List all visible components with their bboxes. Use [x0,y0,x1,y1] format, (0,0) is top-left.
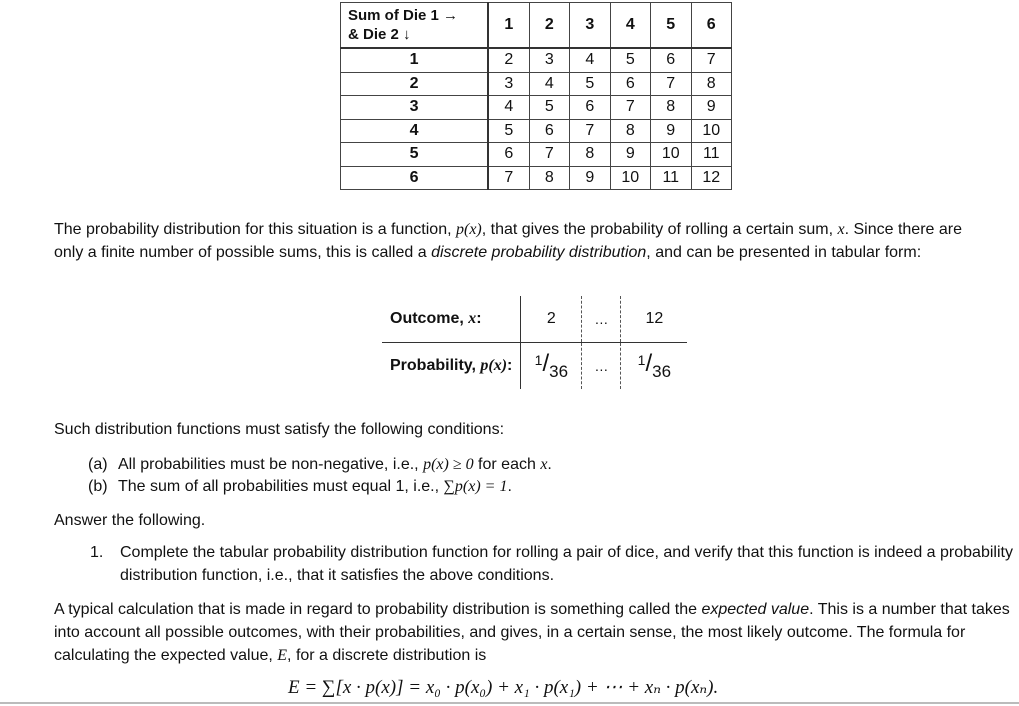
question-number: 1. [90,544,104,561]
probability-last: $^1/_{36}$ [637,350,672,381]
table-cell: 6 [610,72,650,96]
probability-ellipsis: … [582,343,621,390]
probability-first: $^1/_{36}$ [521,343,582,390]
column-header: 3 [570,3,610,49]
table-cell: 4 [570,48,610,72]
table-cell: 8 [691,72,732,96]
table-cell: 4 [529,72,569,96]
probability-label: Probability, p(x): [390,357,513,374]
row-label: 3 [341,96,489,120]
table-cell: 9 [570,166,610,190]
corner-line-1: Sum of Die 1 → [348,6,459,24]
table-cell: 10 [610,166,650,190]
table-cell: 5 [529,96,569,120]
probability-row [382,343,687,390]
table-cell: 5 [610,48,650,72]
row-label: 1 [341,48,489,72]
table-cell: 9 [610,143,650,167]
outcome-last: 12 [621,296,688,343]
table-cell: 2 [488,48,529,72]
column-header: 6 [691,3,732,49]
answer-heading: Answer the following. [54,512,206,529]
expected-value-paragraph: A typical calculation that is made in regard to probability distribution is something called the expected value. This is a number that takes into account all possible outcomes, with their probabilities, and gives, in a certain sense, the most likely outcome. The formula for calculating the expected value, E, for a discrete distribution is [54,601,1010,664]
dice-sum-table [340,2,732,190]
table-cell: 9 [691,96,732,120]
outcome-row [382,296,687,343]
table-cell: 7 [691,48,732,72]
conditions-lead: Such distribution functions must satisfy the following conditions: [54,421,505,438]
question-1 [90,541,1018,587]
table-cell: 3 [488,72,529,96]
table-cell: 6 [529,119,569,143]
column-header: 5 [651,3,691,49]
outcome-first: 2 [521,296,582,343]
outcome-ellipsis: … [582,296,621,343]
corner-line-2: & Die 2 ↓ [348,26,411,43]
table-cell: 8 [610,119,650,143]
expected-value-formula: E = ∑[x · p(x)] = x₀ · p(x₀) + x₁ · p(x₁) + ⋯ + xₙ · p(xₙ). [288,677,719,698]
table-row [341,143,732,167]
table-cell: 7 [570,119,610,143]
table-cell: 7 [651,72,691,96]
table-row [341,48,732,72]
row-label: 5 [341,143,489,167]
bottom-divider [0,702,1019,704]
table-cell: 3 [529,48,569,72]
table-cell: 11 [651,166,691,190]
column-header: 2 [529,3,569,49]
emphasis-term: expected value [701,601,810,618]
table-cell: 7 [529,143,569,167]
row-label: 4 [341,119,489,143]
row-label: 2 [341,72,489,96]
table-cell: 6 [651,48,691,72]
table-cell: 6 [488,143,529,167]
emphasis-term: discrete probability distribution [431,244,647,261]
intro-paragraph: The probability distribution for this situation is a function, p(x), that gives the probability of rolling a certain sum, x. Since there are only a finite number of possible sums, this is called a discrete probability distribution, and can be presented in tabular form: [54,221,962,261]
table-row [341,72,732,96]
table-cell: 9 [651,119,691,143]
condition-a: (a) All probabilities must be non-negative, i.e., p(x) ≥ 0 for each x. [88,456,552,473]
table-cell: 8 [529,166,569,190]
table-row [341,119,732,143]
table-cell: 12 [691,166,732,190]
table-cell: 5 [488,119,529,143]
table-row [341,166,732,190]
table-cell: 6 [570,96,610,120]
table-corner-header [341,3,489,49]
table-cell: 11 [691,143,732,167]
table-cell: 8 [570,143,610,167]
table-cell: 7 [610,96,650,120]
table-cell: 10 [691,119,732,143]
table-cell: 5 [570,72,610,96]
column-header: 1 [488,3,529,49]
distribution-table [382,296,687,389]
question-text: Complete the tabular probability distribution function for rolling a pair of dice, and verify that this function is indeed a probability distribution function, i.e., that it satisfies the above conditions. [120,544,1013,584]
column-header: 4 [610,3,650,49]
table-cell: 4 [488,96,529,120]
outcome-label: Outcome, x: [382,296,521,343]
table-row [341,96,732,120]
condition-b: (b) The sum of all probabilities must equal 1, i.e., ∑p(x) = 1. [88,478,512,495]
row-label: 6 [341,166,489,190]
table-cell: 10 [651,143,691,167]
table-cell: 8 [651,96,691,120]
table-cell: 7 [488,166,529,190]
